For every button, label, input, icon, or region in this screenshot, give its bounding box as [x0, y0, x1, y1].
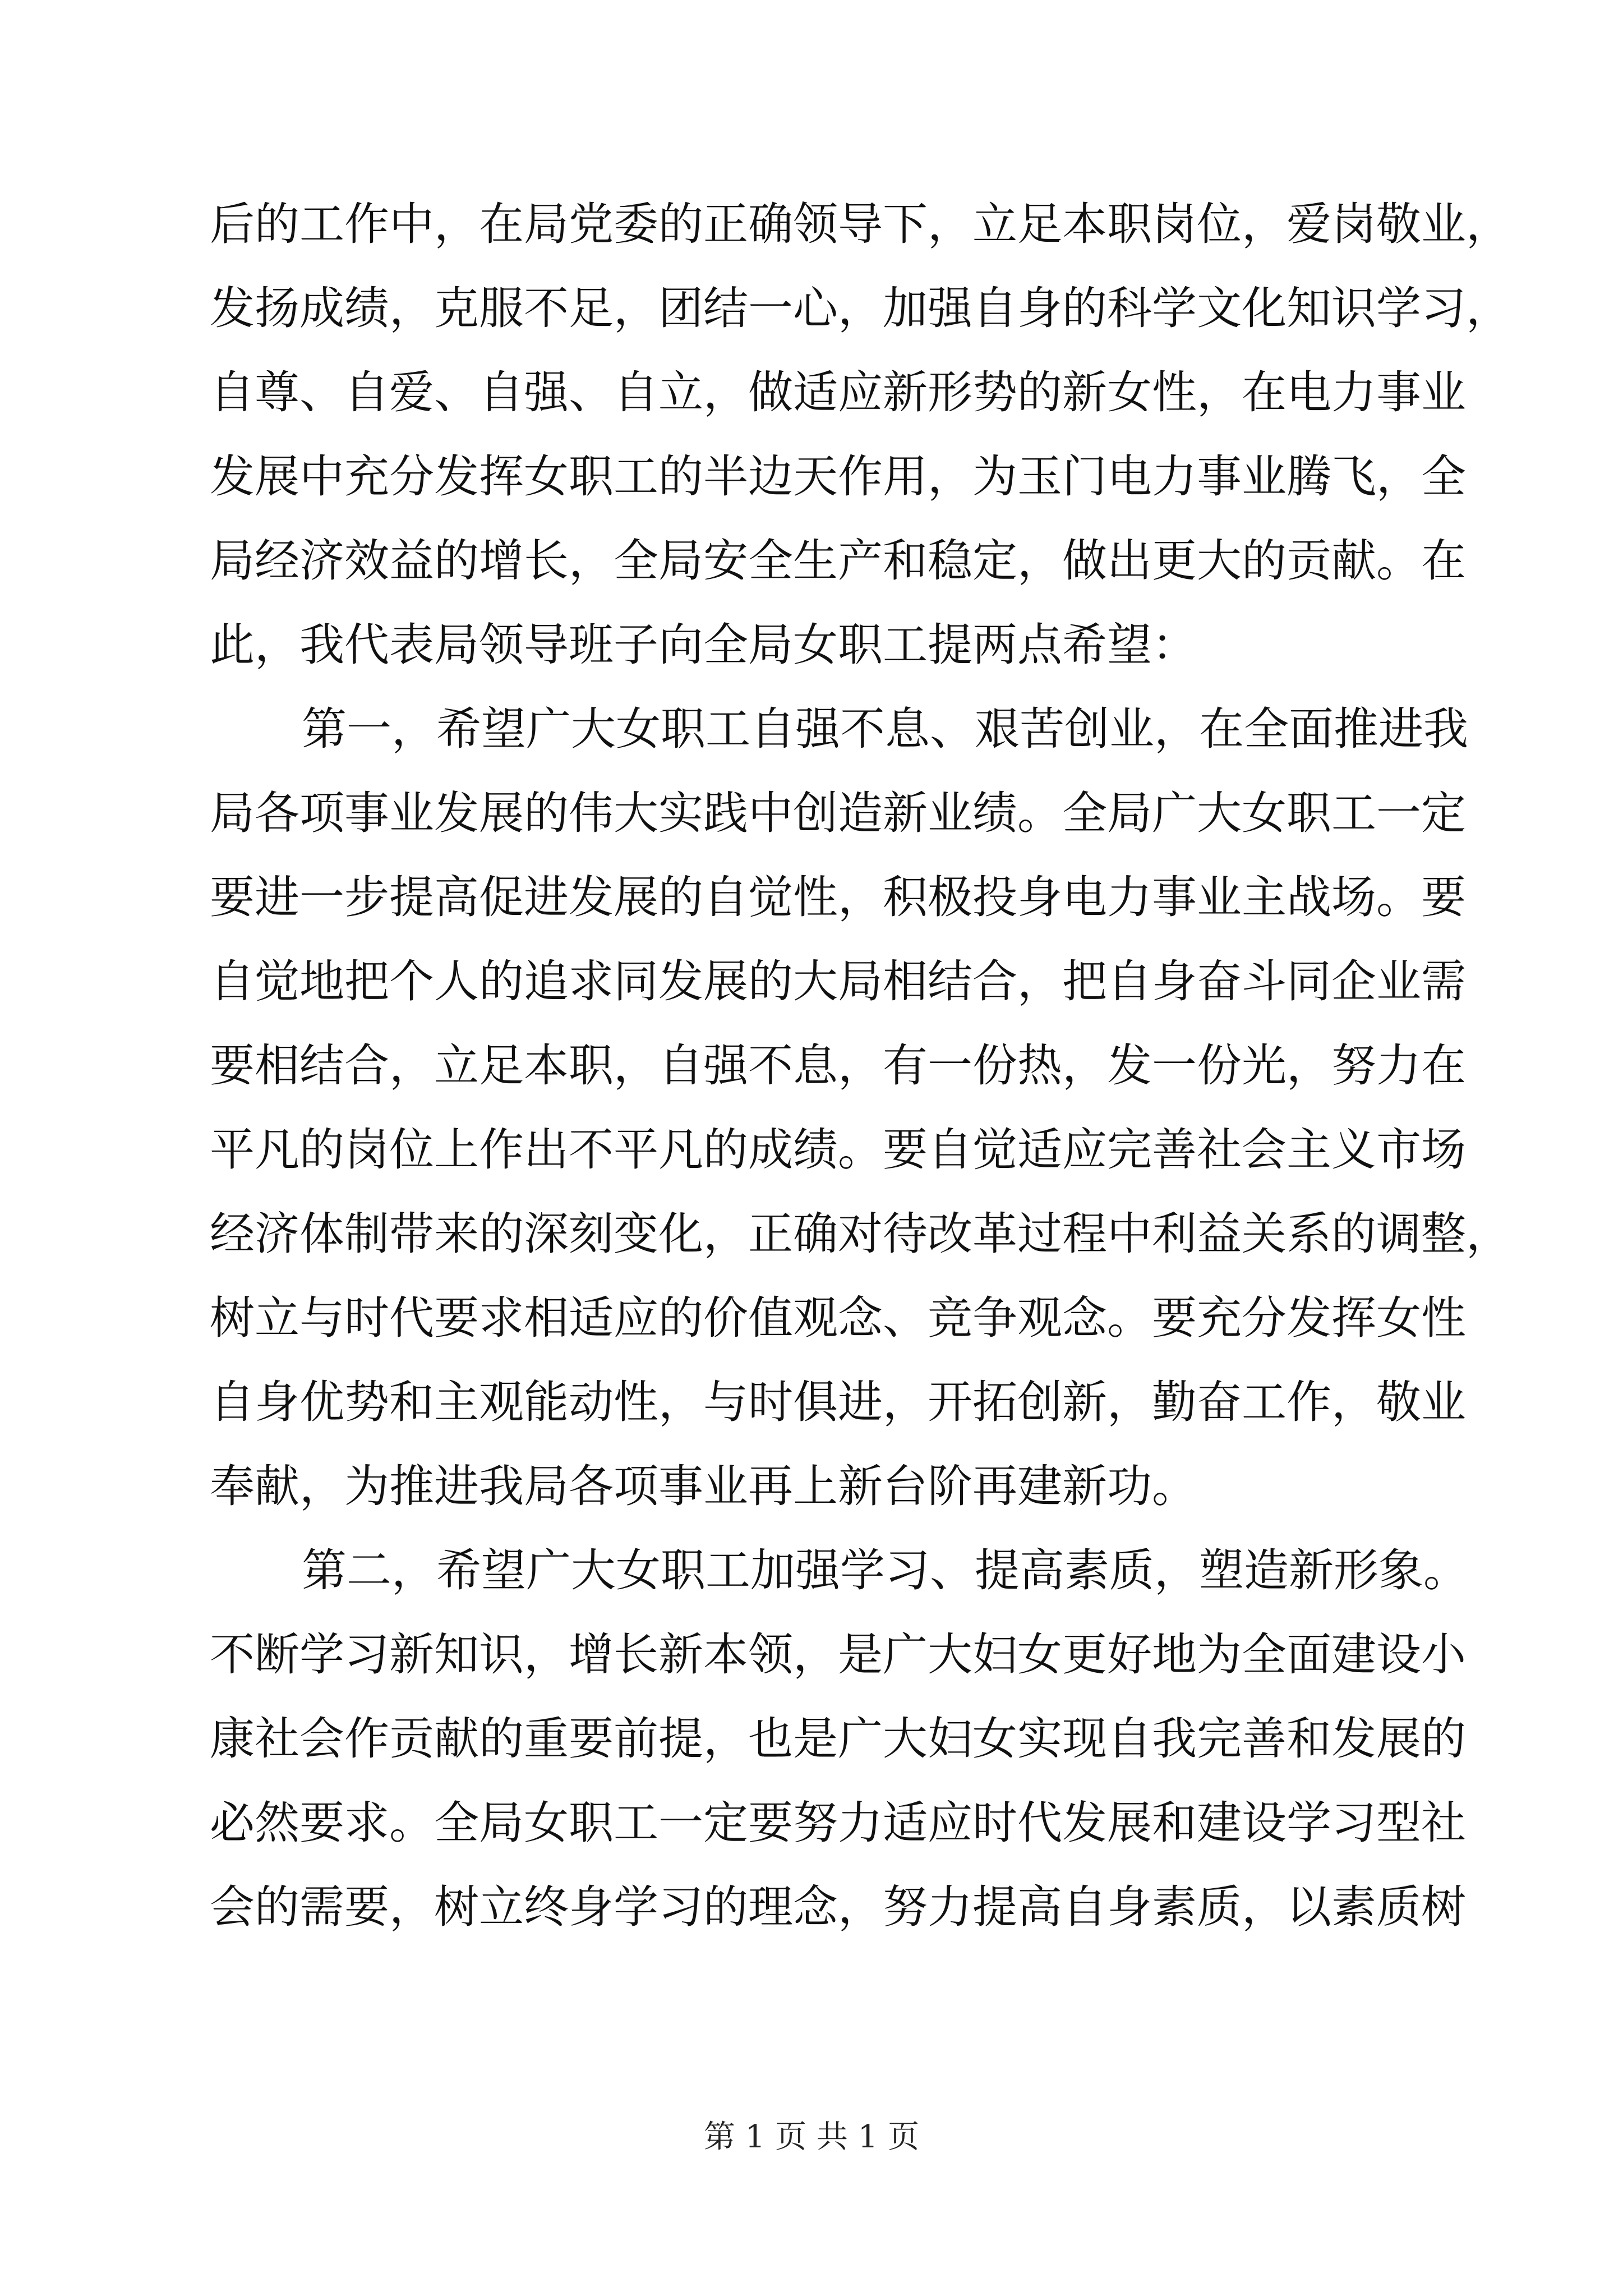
text-line: 自尊、自爱、自强、自立，做适应新形势的新女性，在电力事业	[210, 366, 1466, 418]
paragraph-first-line: 第二，希望广大女职工加强学习、提高素质，塑造新形象。	[302, 1544, 1468, 1596]
text-line: 发扬成绩，克服不足，团结一心，加强自身的科学文化知识学习，	[210, 282, 1511, 334]
text-line: 发展中充分发挥女职工的半边天作用，为玉门电力事业腾飞，全	[210, 450, 1466, 503]
text-line: 此，我代表局领导班子向全局女职工提两点希望：	[210, 619, 1197, 671]
text-line: 不断学习新知识，增长新本领，是广大妇女更好地为全面建设小	[210, 1628, 1466, 1681]
text-line: 会的需要，树立终身学习的理念，努力提高自身素质，以素质树	[210, 1881, 1466, 1933]
text-line: 局各项事业发展的伟大实践中创造新业绩。全局广大女职工一定	[210, 787, 1466, 839]
text-line: 奉献，为推进我局各项事业再上新台阶再建新功。	[210, 1460, 1197, 1512]
text-line: 要相结合，立足本职，自强不息，有一份热，发一份光，努力在	[210, 1039, 1466, 1092]
text-line: 平凡的岗位上作出不平凡的成绩。要自觉适应完善社会主义市场	[210, 1124, 1466, 1176]
text-line: 康社会作贡献的重要前提，也是广大妇女实现自我完善和发展的	[210, 1713, 1466, 1765]
paragraph-first-line: 第一，希望广大女职工自强不息、艰苦创业，在全面推进我	[302, 703, 1468, 755]
text-line: 要进一步提高促进发展的自觉性，积极投身电力事业主战场。要	[210, 871, 1466, 923]
page-number-footer: 第 1 页 共 1 页	[703, 2119, 920, 2155]
text-line: 树立与时代要求相适应的价值观念、竞争观念。要充分发挥女性	[210, 1292, 1466, 1344]
text-line: 必然要求。全局女职工一定要努力适应时代发展和建设学习型社	[210, 1797, 1466, 1849]
text-line: 经济体制带来的深刻变化，正确对待改革过程中利益关系的调整，	[210, 1208, 1511, 1260]
text-line: 自觉地把个人的追求同发展的大局相结合，把自身奋斗同企业需	[210, 955, 1466, 1007]
text-line: 自身优势和主观能动性，与时俱进，开拓创新，勤奋工作，敬业	[210, 1376, 1466, 1428]
text-line: 局经济效益的增长，全局安全生产和稳定，做出更大的贡献。在	[210, 535, 1466, 587]
document-body	[210, 182, 1511, 1949]
text-line: 后的工作中，在局党委的正确领导下，立足本职岗位，爱岗敬业，	[210, 198, 1511, 250]
